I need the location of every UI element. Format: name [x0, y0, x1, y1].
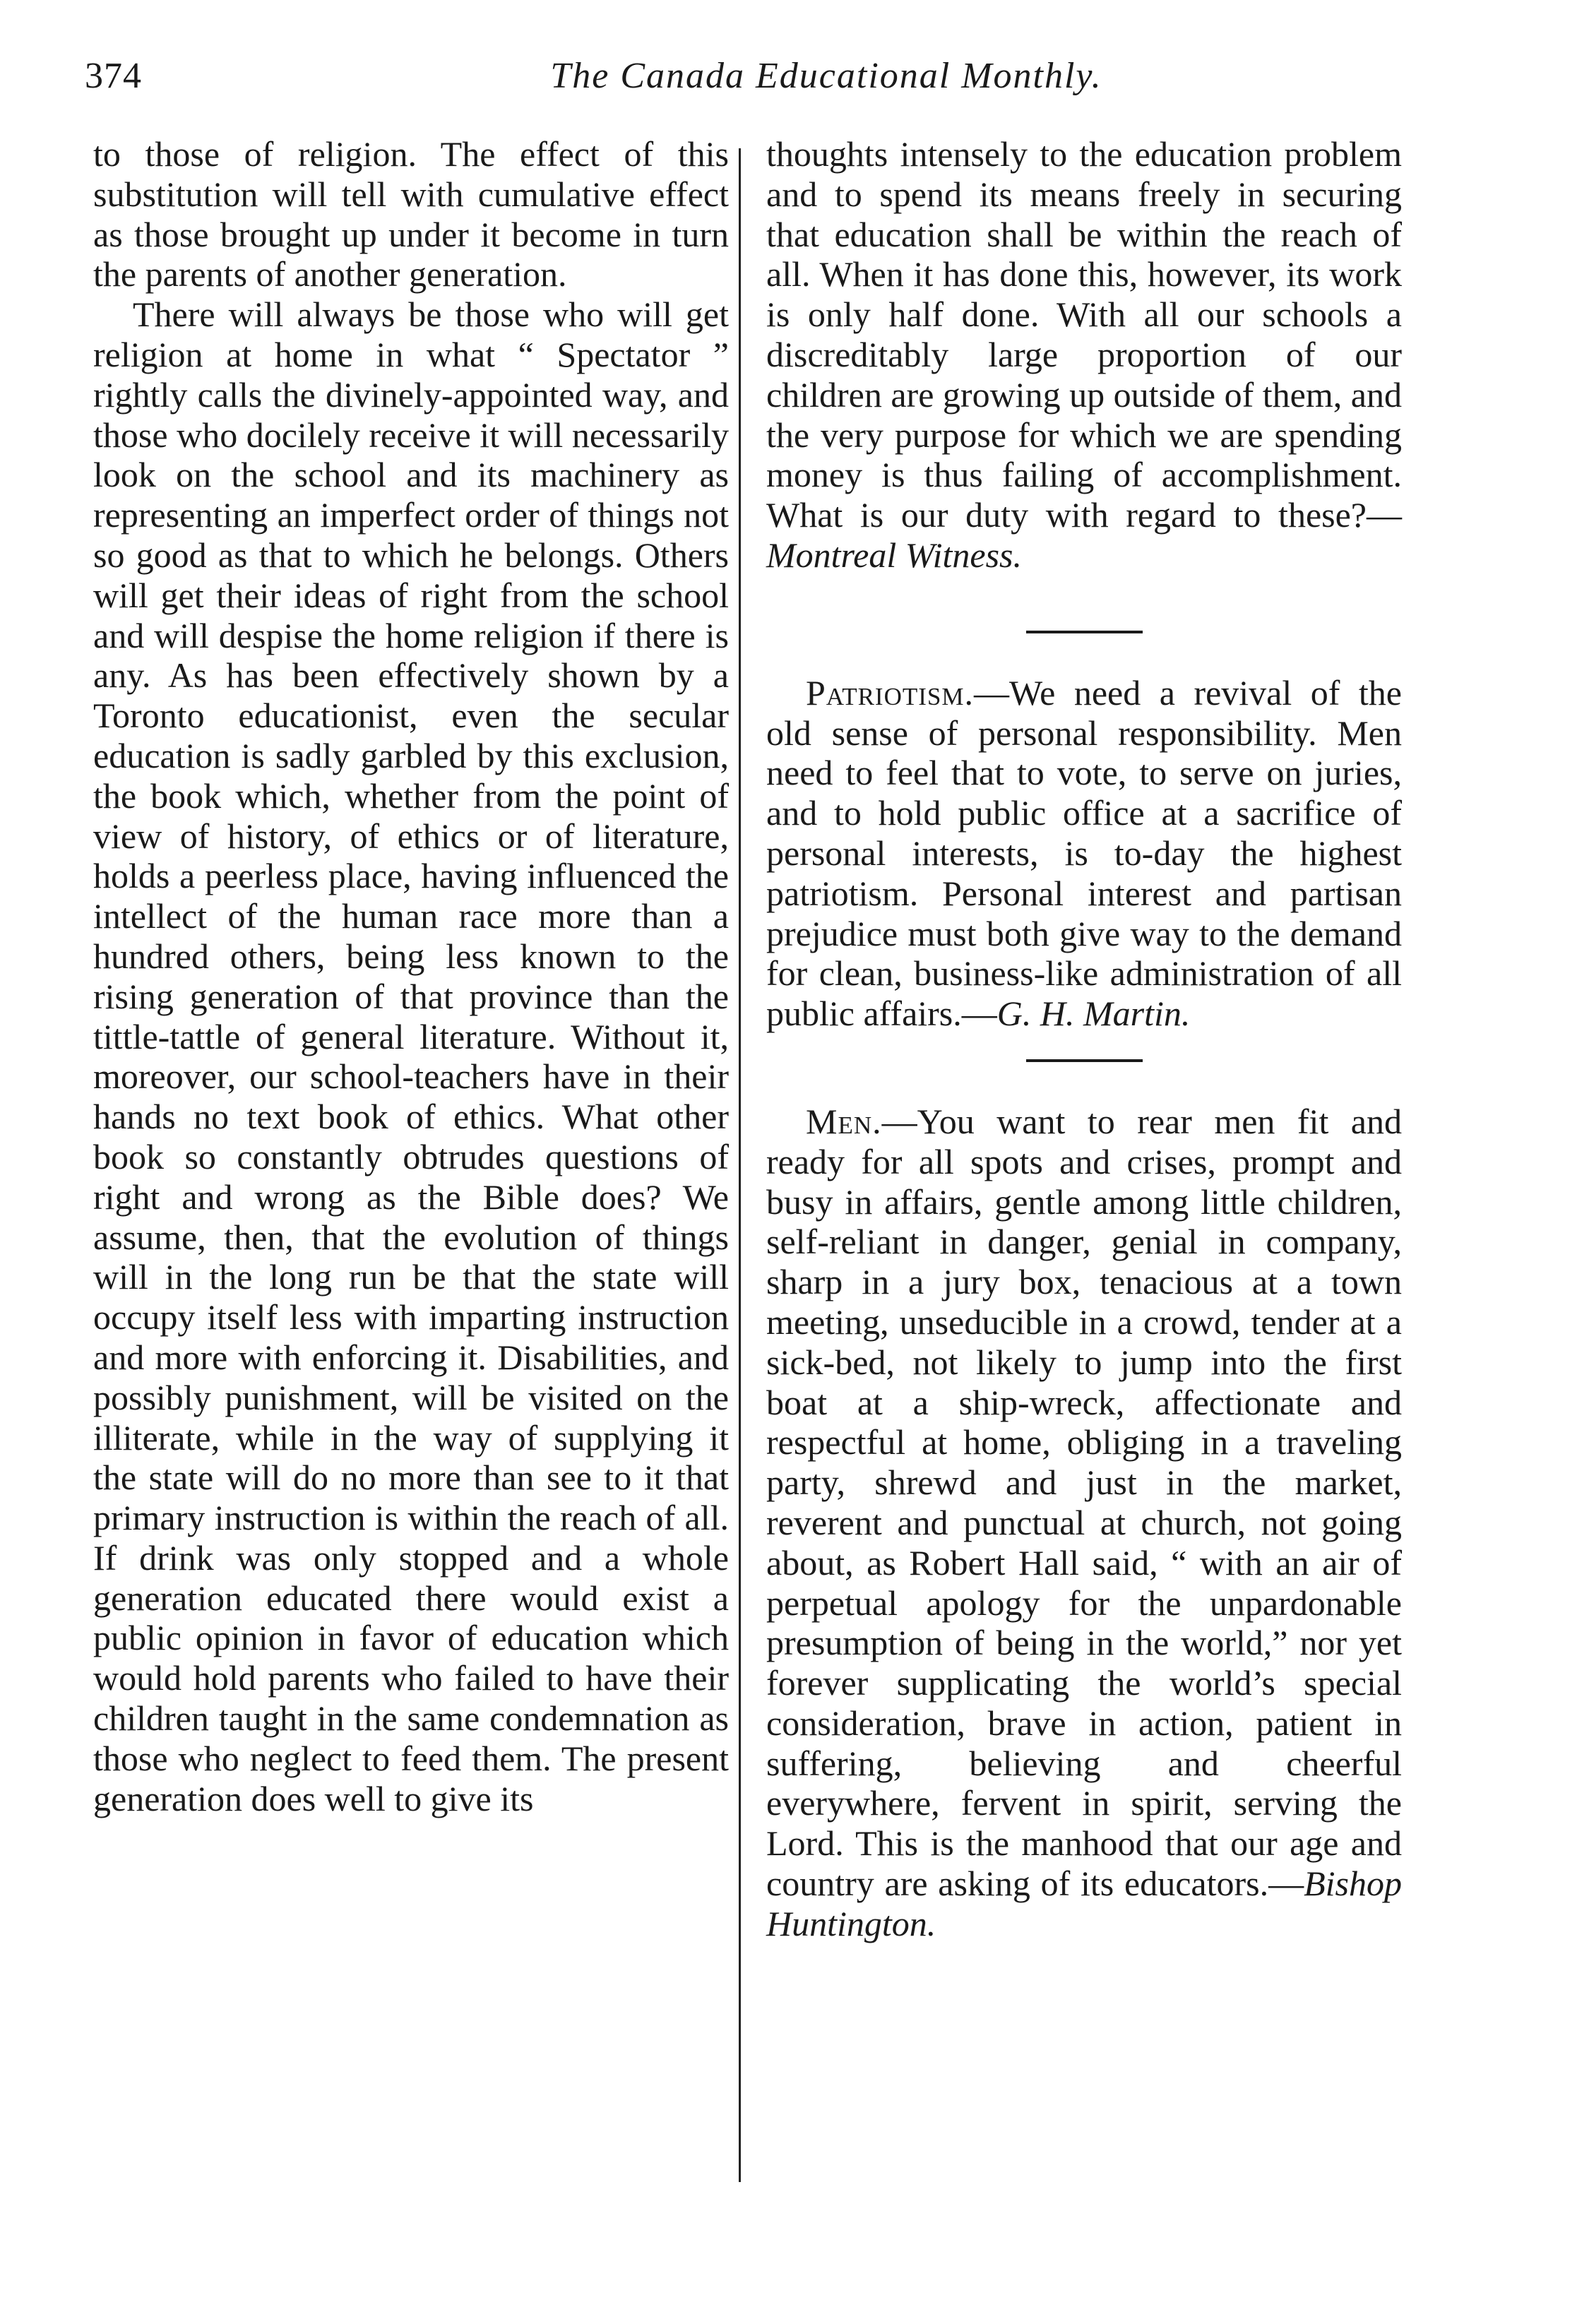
paragraph-text: thoughts intensely to the education problem and to spend its means freely in securing that education shall be within the reach of all. When it has done this, however, its work is only half done. With all our schools a discreditably large proportion of our children are growing up outside of them, and the very purpose for which we are spending money is thus failing of accomplishment. What is our duty with regard to these?—	[766, 134, 1402, 535]
paragraph-continuation: to those of religion. The effect of this substitution will tell with cumulative effect as those brought up under it become in turn the parents of another generation.	[93, 134, 729, 294]
right-column	[766, 134, 1402, 1944]
paragraph-patriotism	[766, 673, 1402, 1034]
section-heading: Patriotism.	[806, 672, 974, 713]
source-attribution: Bishop Huntington.	[766, 1864, 1402, 1943]
source-attribution: G. H. Martin.	[996, 994, 1191, 1034]
left-column	[93, 134, 729, 1818]
section-heading: Men.	[806, 1101, 882, 1141]
paragraph-text: —You want to rear men fit and ready for all spots and crises, prompt and busy in affairs, gentle among little children, self-reliant in danger, genial in company, sharp in a jury box, tenacious at a town meeting, unseducible in a crowd, tender at a sick-bed, not likely to jump into the first boat at a ship-wreck, affectionate and respectful at home, obliging in a traveling party, shrewd and just in the market, reverent and punctual at church, not going about, as Robert Hall said, “ with an air of perpetual apology for the unpardonable presumption of being in the world,” nor yet forever supplicating the world’s special consideration, brave in action, patient in suffering, believing and cheerful everywhere, fervent in spirit, serving the Lord. This is the manhood that our age and country are asking of its educators.—	[766, 1101, 1402, 1904]
source-attribution: Montreal Witness.	[766, 535, 1023, 575]
column-divider	[739, 148, 741, 2182]
paragraph-men	[766, 1102, 1402, 1944]
running-title: The Canada Educational Monthly.	[550, 56, 1102, 96]
paragraph-text: —We need a revival of the old sense of personal responsibility. Men need to feel that to vote, to serve on juries, and to hold public office at a sacrifice of personal interests, is to-day the highest patriotism. Personal interest and partisan prejudice must both give way to the demand for clean, business-like administration of all public affairs.—	[766, 672, 1402, 1034]
page-number: 374	[85, 56, 142, 96]
running-head	[85, 55, 1412, 112]
section-separator	[1026, 631, 1143, 633]
paragraph-education-problem	[766, 134, 1402, 576]
paragraph-religion-at-home: There will always be those who will get religion at home in what “ Spectator ” rightly calls the divinely-appointed way, and those who docilely receive it will necessarily look on the school and its machinery as representing an imperfect order of things not so good as that to which he belongs. Others will get their ideas of right from the school and will despise the home religion if there is any. As has been effectively shown by a Toronto educationist, even the secular education is sadly garbled by this exclusion, the book which, whether from the point of view of history, of ethics or of literature, holds a peerless place, having influenced the intellect of the human race more than a hundred others, being less known to the rising generation of that province than the tittle-tattle of general literature. Without it, moreover, our school-teachers have in their hands no text book of ethics. What other book so constantly obtrudes questions of right and wrong as the Bible does? We assume, then, that the evolution of things will in the long run be that the state will occupy itself less with imparting instruction and more with enforcing it. Disabilities, and possibly punishment, will be visited on the illiterate, while in the way of supplying it the state will do no more than see to it that primary instruction is within the reach of all. If drink was only stopped and a whole generation educated there would exist a public opinion in favor of education which would hold parents who failed to have their children taught in the same condemnation as those who neglect to feed them. The present generation does well to give its	[93, 294, 729, 1818]
section-separator	[1026, 1059, 1143, 1062]
